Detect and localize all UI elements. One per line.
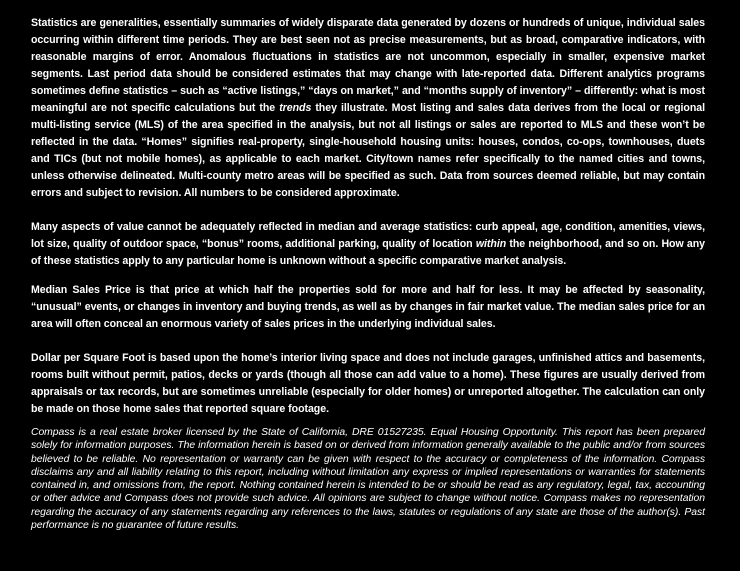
value-aspects-text-a: Many aspects of value cannot be adequately reflected in median and average statistics: curb appeal, age, condition, amenities, views, lot size, quality of outdoor space, “bonus” rooms, additional parking, quality of location xyxy=(31,221,705,250)
legal-disclaimer: Compass is a real estate broker licensed by the State of California, DRE 01527235. Equal Housing Opportunity. This report has been prepared solely for information purposes. The information herein is based on or derived from information generally available to the public and/or from sources believed to be reliable. No representation or warranty can be given with respect to the accuracy or completeness of the information. Compass disclaims any and all liability relating to this report, including without limitation any express or implied representations or warranties for statements contained in, and omissions from, the report. Nothing contained herein is intended to be or should be read as any regulatory, legal, tax, accounting or other advice and Compass does not provide such advice. All opinions are subject to change without notice. Compass makes no representation regarding the accuracy of any statements regarding any references to the laws, statutes or regulations of any state are those of the author(s). Past performance is no guarantee of future results. xyxy=(31,427,705,532)
value-aspects-emphasis: within xyxy=(475,238,507,250)
statistics-emphasis: trends xyxy=(279,102,312,114)
statistics-paragraph xyxy=(31,15,705,202)
value-aspects-text-b: the neighborhood, and so on. How any of these statistics apply to any particular home is unknown without a specific comparative market analysis. xyxy=(31,238,706,267)
median-sales-price-paragraph: Median Sales Price is that price at which half the properties sold for more and half for less. It may be affected by seasonality, “unusual” events, or changes in inventory and buying trends, as well as by changes in fair market value. The median sales price for an area will often conceal an enormous variety of sales prices in the underlying individual sales. xyxy=(31,284,705,330)
statistics-text-b: they illustrate. Most listing and sales data derives from the local or regional multi-listing service (MLS) of the area specified in the analysis, but not all listings or sales are reported to MLS and these won’t be reflected in the data. “Homes” signifies real-property, single-household housing units: houses, condos, co-ops, townhouses, duets and TICs (but not mobile homes), as applicable to each market. City/town names refer specifically to the named cities and towns, unless otherwise delineated. Multi-county metro areas will be specified as such. Data from sources deemed reliable, but may contain errors and subject to revision. All numbers to be considered approximate. xyxy=(31,102,706,199)
value-aspects-paragraph xyxy=(31,219,705,270)
notes-page xyxy=(31,15,705,532)
dollar-per-square-foot-paragraph: Dollar per Square Foot is based upon the home’s interior living space and does not include garages, unfinished attics and basements, rooms built without permit, patios, decks or yards (though all those can add value to a home). These figures are usually derived from appraisals or tax records, but are sometimes unreliable (especially for older homes) or unreported altogether. The calculation can only be made on those home sales that reported square footage. xyxy=(31,352,705,415)
statistics-text-a: Statistics are generalities, essentially summaries of widely disparate data generated by dozens or hundreds of unique, individual sales occurring within different time periods. They are best seen not as precise measurements, but as broad, comparative indicators, with reasonable margins of error. Anomalous fluctuations in statistics are not uncommon, especially in smaller, expensive market segments. Last period data should be considered estimates that may change with late-reported data. Different analytics programs sometimes define statistics – such as “active listings,” “days on market,” and “months supply of inventory” – differently: what is most meaningful are not specific calculations but the xyxy=(31,17,705,114)
